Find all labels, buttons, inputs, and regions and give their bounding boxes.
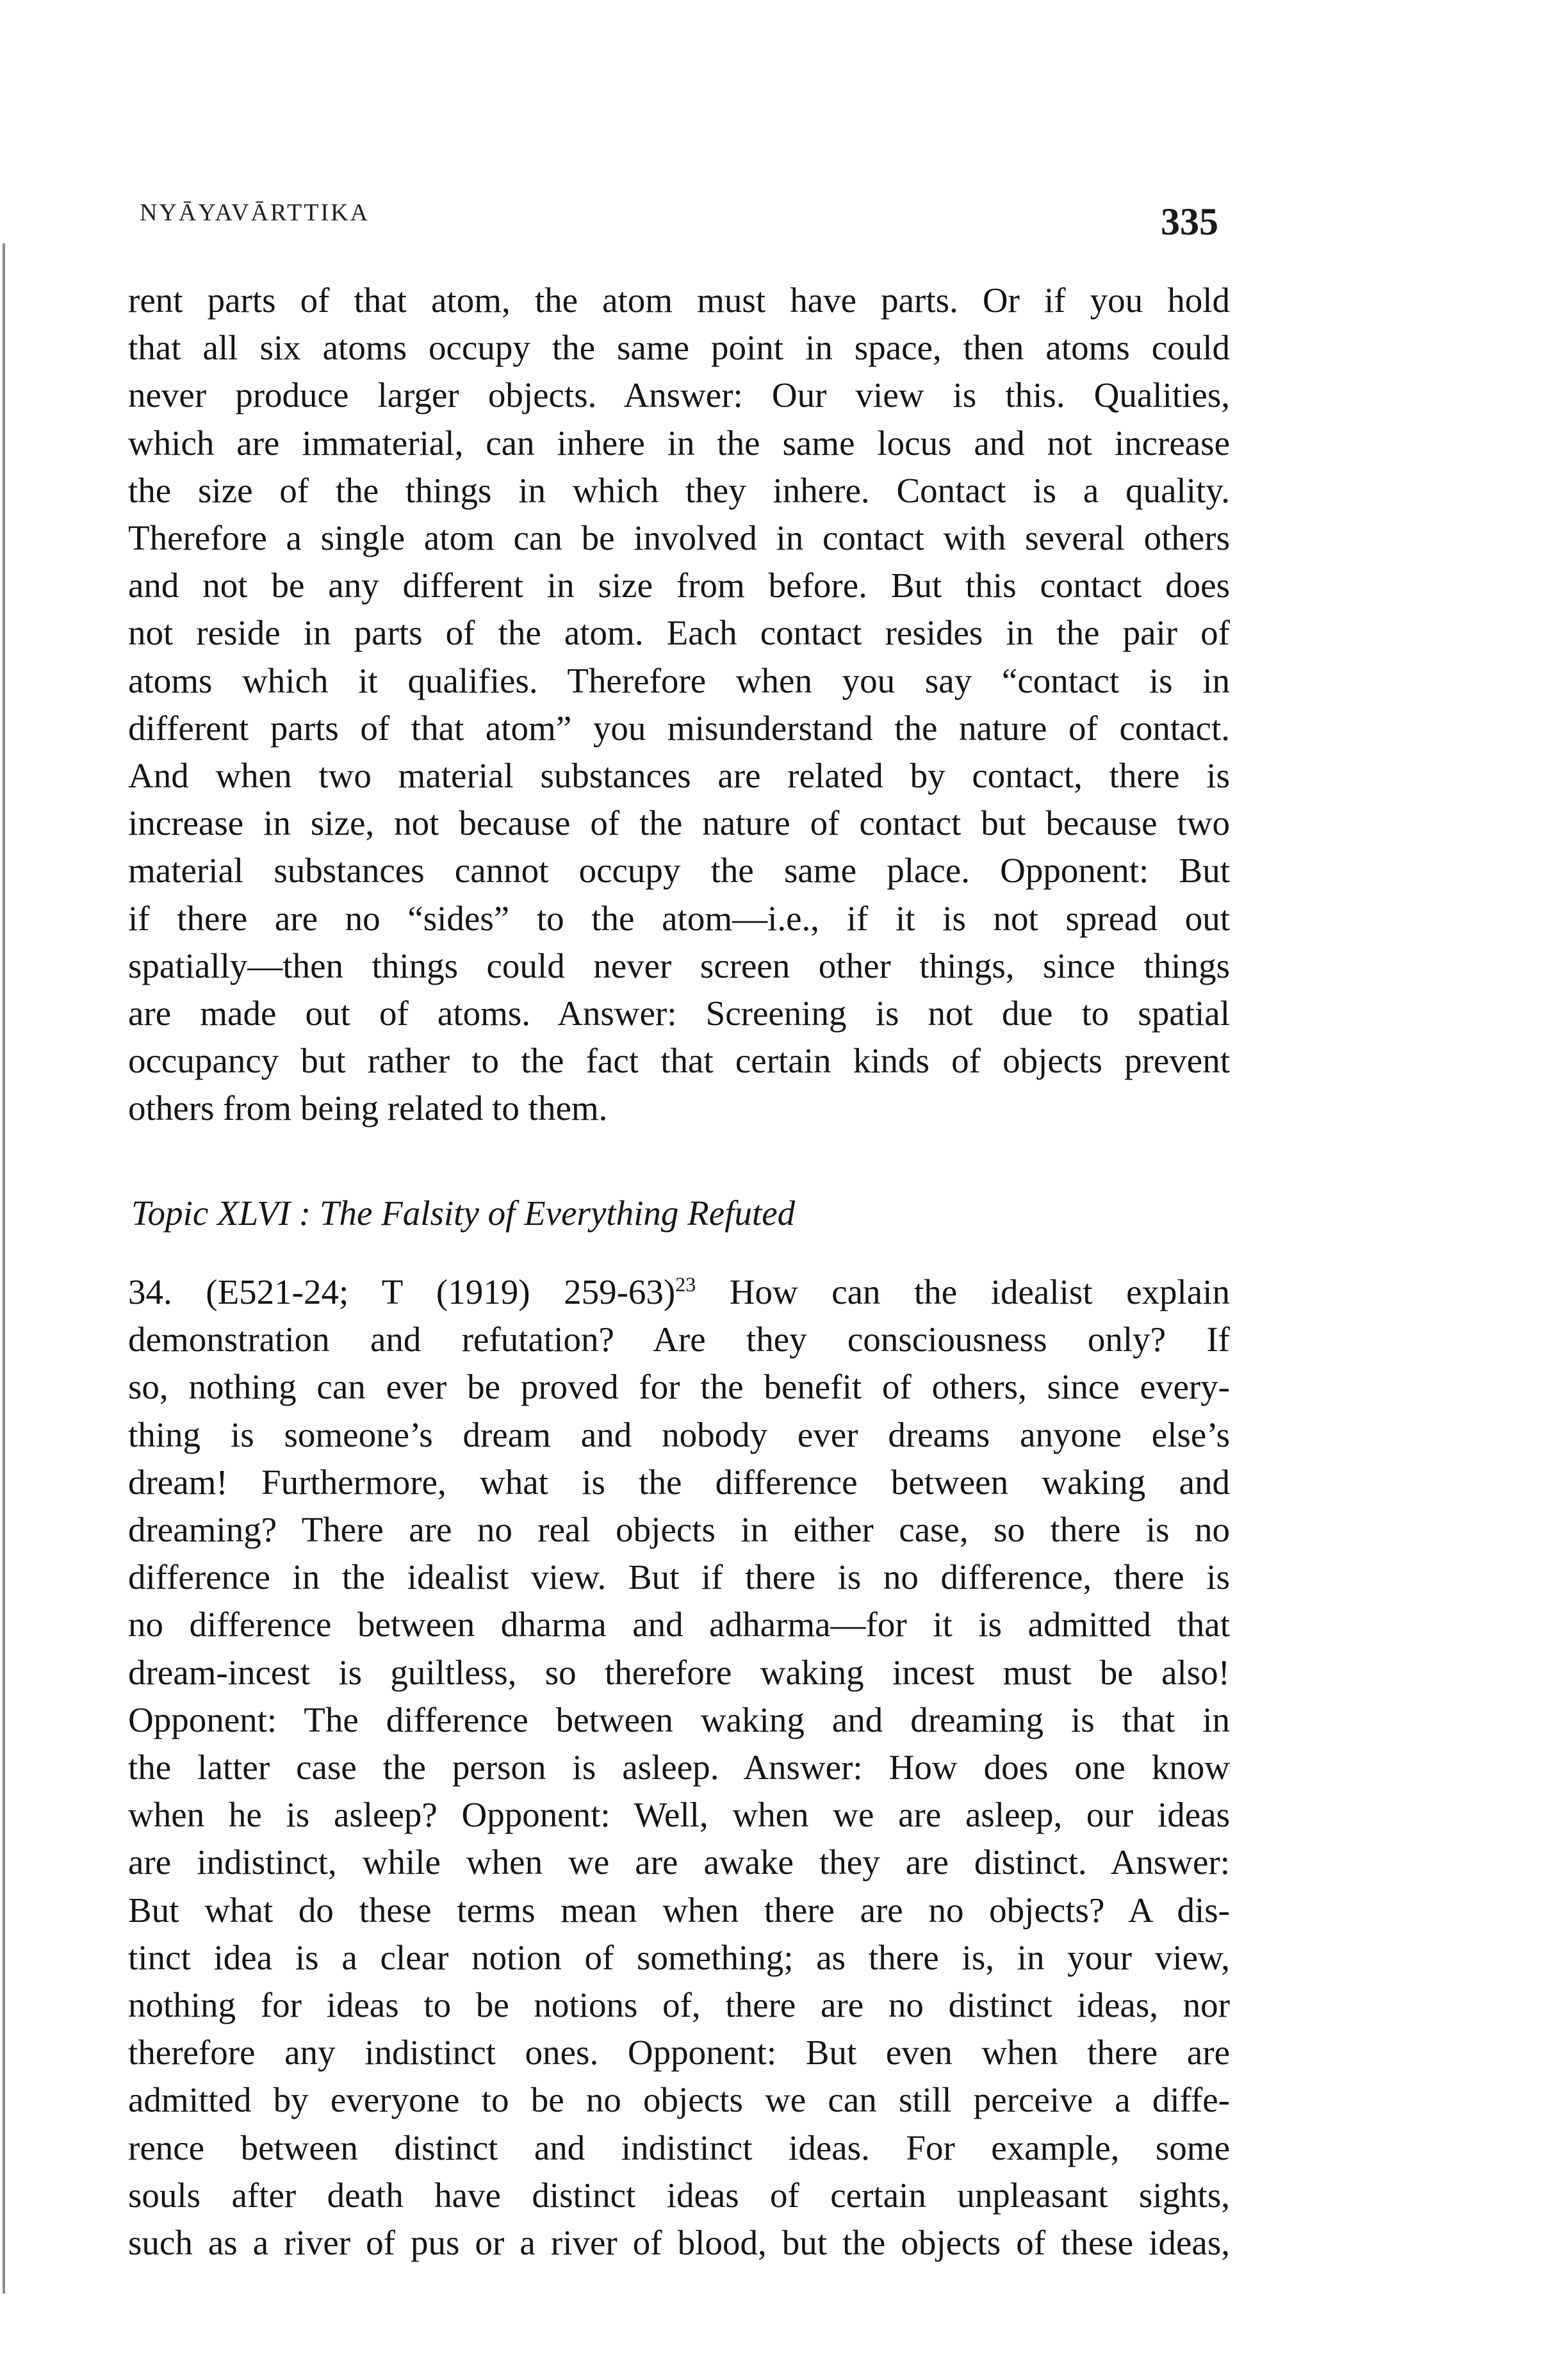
text-line: which are immaterial, can inhere in the same locus and not increase — [128, 423, 1230, 463]
text-line: nothing for ideas to be notions of, there are no distinct ideas, nor — [128, 1985, 1230, 2025]
text-line: no difference between dharma and adharma—for it is admitted that — [128, 1605, 1230, 1645]
text-line: so, nothing can ever be proved for the benefit of others, since every- — [128, 1367, 1230, 1407]
text-line: not reside in parts of the atom. Each contact resides in the pair of — [128, 613, 1230, 653]
text-line: difference in the idealist view. But if there is no difference, there is — [128, 1557, 1230, 1597]
text-line: But what do these terms mean when there are no objects? A dis- — [128, 1890, 1230, 1930]
text-line: when he is asleep? Opponent: Well, when we are asleep, our ideas — [128, 1795, 1230, 1835]
text-line: souls after death have distinct ideas of certain unpleasant sights, — [128, 2175, 1230, 2215]
text-line: the size of the things in which they inhere. Contact is a quality. — [128, 470, 1230, 510]
text-line: the latter case the person is asleep. Answer: How does one know — [128, 1748, 1230, 1787]
text-line: rence between distinct and indistinct ideas. For example, some — [128, 2128, 1230, 2167]
text-line: others from being related to them. — [128, 1088, 608, 1128]
topic-heading: Topic XLVI : The Falsity of Everything Refuted — [131, 1194, 796, 1233]
text-line: therefore any indistinct ones. Opponent: But even when there are — [128, 2033, 1230, 2072]
section-reference: 34. (E521-24; T (1919) 259-63) — [128, 1272, 676, 1311]
text-line: such as a river of pus or a river of blood, but the objects of these ideas, — [128, 2223, 1230, 2263]
page-edge-shadow — [3, 243, 5, 2294]
text-line: demonstration and refutation? Are they consciousness only? If — [128, 1320, 1230, 1359]
text-line: atoms which it qualifies. Therefore when you say “contact is in — [128, 661, 1230, 700]
text-line: Opponent: The difference between waking and dreaming is that in — [128, 1700, 1230, 1739]
text-line: dream-incest is guiltless, so therefore waking incest must be also! — [128, 1652, 1230, 1692]
text-line: And when two material substances are related by contact, there is — [128, 756, 1230, 796]
text-line: are indistinct, while when we are awake they are distinct. Answer: — [128, 1842, 1230, 1882]
text-line: spatially—then things could never screen other things, since things — [128, 946, 1230, 985]
body-paragraph-1 — [128, 277, 1230, 1133]
text-line: dream! Furthermore, what is the difference between waking and — [128, 1462, 1230, 1502]
page-number: 335 — [1161, 201, 1218, 243]
text-line: if there are no “sides” to the atom—i.e., if it is not spread out — [128, 898, 1230, 938]
text-line: tinct idea is a clear notion of something; as there is, in your view, — [128, 1937, 1230, 1977]
text-line: dreaming? There are no real objects in either case, so there is no — [128, 1510, 1230, 1550]
text-line: are made out of atoms. Answer: Screening is not due to spatial — [128, 994, 1230, 1033]
text-line: increase in size, not because of the nature of contact but because two — [128, 803, 1230, 843]
running-head: NYĀYAVĀRTTIKA — [140, 199, 370, 226]
text-line: that all six atoms occupy the same point in space, then atoms could — [128, 328, 1230, 368]
text-line: thing is someone’s dream and nobody ever dreams anyone else’s — [128, 1415, 1230, 1454]
text-line: occupancy but rather to the fact that certain kinds of objects prevent — [128, 1041, 1230, 1081]
footnote-marker: 23 — [675, 1272, 696, 1296]
text-line: and not be any different in size from before. But this contact does — [128, 566, 1230, 605]
text-line: rent parts of that atom, the atom must have parts. Or if you hold — [128, 281, 1230, 320]
text-line: never produce larger objects. Answer: Our view is this. Qualities, — [128, 375, 1230, 415]
body-paragraph-2 — [128, 1268, 1230, 2267]
text-line: material substances cannot occupy the same place. Opponent: But — [128, 851, 1230, 890]
text-line: different parts of that atom” you misunderstand the nature of contact. — [128, 708, 1230, 748]
text-line-first — [128, 1268, 1230, 1316]
text-line: admitted by everyone to be no objects we can still perceive a diffe- — [128, 2080, 1230, 2120]
section-lead-text: How can the idealist explain — [729, 1272, 1230, 1311]
text-line: Therefore a single atom can be involved in contact with several others — [128, 518, 1230, 558]
